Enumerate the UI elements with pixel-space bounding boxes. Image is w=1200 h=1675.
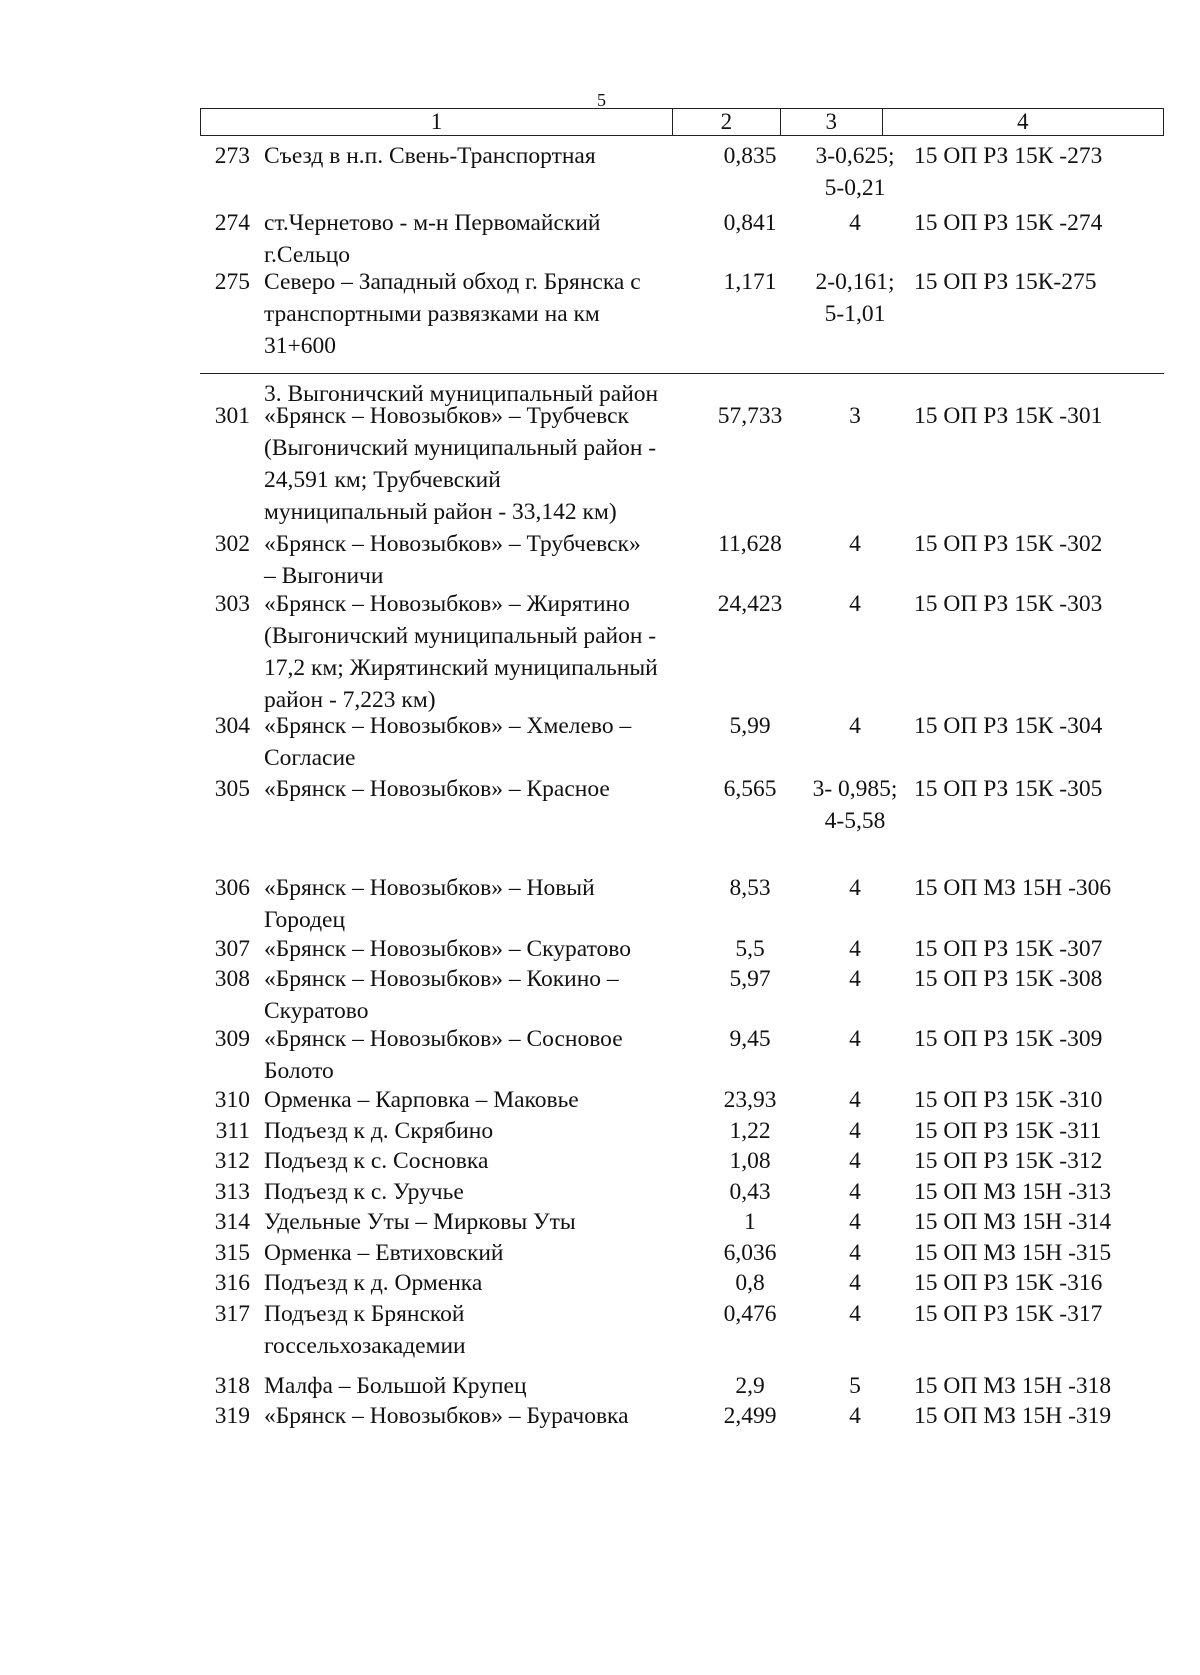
road-name: Съезд в н.п. Свень-Транспортная — [264, 143, 596, 169]
road-length: 6,036 — [723, 1240, 777, 1266]
row-number: 318 — [214, 1373, 250, 1399]
road-category: 4 — [849, 1026, 861, 1052]
road-length: 6,565 — [723, 776, 777, 802]
road-code: 15 ОП РЗ 15К -317 — [914, 1301, 1103, 1327]
road-category: 4 — [849, 1179, 861, 1205]
road-name: «Брянск – Новозыбков» – Новый Городец — [264, 875, 595, 933]
road-category: 4 — [849, 1301, 861, 1327]
road-name: «Брянск – Новозыбков» – Скуратово — [264, 936, 631, 962]
road-length: 1,22 — [729, 1118, 771, 1144]
road-length: 11,628 — [718, 531, 782, 557]
row-number: 305 — [214, 776, 250, 802]
road-name: Подъезд к Брянской госсельхозакадемии — [264, 1301, 466, 1359]
road-length: 24,423 — [717, 591, 783, 617]
road-name: Подъезд к д. Орменка — [264, 1270, 483, 1296]
road-name: Северо – Западный обход г. Брянска с транспортными развязками на км 31+600 — [264, 269, 641, 359]
road-name: Малфа – Большой Крупец — [264, 1373, 527, 1399]
row-number: 312 — [214, 1148, 250, 1174]
road-category: 4 — [849, 875, 861, 901]
road-category: 3 — [849, 403, 861, 429]
road-name: Орменка – Евтиховский — [264, 1240, 504, 1266]
road-code: 15 ОП МЗ 15Н -314 — [914, 1209, 1112, 1235]
row-number: 273 — [214, 143, 250, 169]
header-col-1: 1 — [201, 109, 673, 135]
row-number: 314 — [214, 1209, 250, 1235]
road-length: 0,8 — [735, 1270, 765, 1296]
row-number: 275 — [214, 269, 250, 295]
road-code: 15 ОП РЗ 15К -309 — [914, 1026, 1103, 1052]
road-name: «Брянск – Новозыбков» – Красное — [264, 776, 610, 802]
road-category: 4 — [849, 1209, 861, 1235]
road-length: 5,97 — [729, 966, 771, 992]
road-length: 5,99 — [729, 713, 771, 739]
row-number: 303 — [214, 591, 250, 617]
road-name: «Брянск – Новозыбков» – Кокино – Скуратово — [264, 966, 619, 1024]
road-code: 15 ОП РЗ 15К-275 — [914, 269, 1097, 295]
road-code: 15 ОП РЗ 15К -303 — [914, 591, 1103, 617]
road-code: 15 ОП МЗ 15Н -315 — [914, 1240, 1112, 1266]
road-code: 15 ОП РЗ 15К -302 — [914, 531, 1103, 557]
road-code: 15 ОП РЗ 15К -304 — [914, 713, 1103, 739]
road-category: 4 — [849, 713, 861, 739]
row-number: 302 — [214, 531, 250, 557]
row-number: 317 — [214, 1301, 250, 1327]
row-number: 310 — [214, 1087, 250, 1113]
row-number: 274 — [214, 210, 250, 236]
road-code: 15 ОП МЗ 15Н -306 — [914, 875, 1112, 901]
road-length: 0,476 — [723, 1301, 777, 1327]
road-code: 15 ОП РЗ 15К -308 — [914, 966, 1103, 992]
road-category: 4 — [849, 1270, 861, 1296]
road-category: 4 — [849, 531, 861, 557]
road-length: 1,171 — [723, 269, 777, 295]
road-category: 4 — [849, 1148, 861, 1174]
road-category: 4 — [849, 210, 861, 236]
row-number: 311 — [215, 1118, 250, 1144]
row-number: 319 — [214, 1403, 250, 1429]
road-code: 15 ОП РЗ 15К -311 — [914, 1118, 1102, 1144]
road-length: 5,5 — [735, 936, 765, 962]
road-category: 4 — [849, 1118, 861, 1144]
road-code: 15 ОП РЗ 15К -312 — [914, 1148, 1103, 1174]
section-title: 3. Выгоничский муниципальный район — [264, 381, 659, 407]
road-name: «Брянск – Новозыбков» – Трубчевск» – Выгоничи — [264, 531, 641, 589]
road-category: 2-0,161; 5-1,01 — [815, 269, 895, 327]
road-length: 0,835 — [723, 143, 777, 169]
road-name: «Брянск – Новозыбков» – Жирятино (Выгоничский муниципальный район - 17,2 км; Жирятинский муниципальный район - 7,223 км) — [264, 591, 658, 713]
road-category: 4 — [849, 966, 861, 992]
row-number: 301 — [214, 403, 250, 429]
road-length: 2,499 — [723, 1403, 777, 1429]
row-number: 316 — [214, 1270, 250, 1296]
row-number: 307 — [214, 936, 250, 962]
road-name: «Брянск – Новозыбков» – Трубчевск (Выгоничский муниципальный район - 24,591 км; Трубчевский муниципальный район - 33,142 км) — [264, 403, 657, 525]
road-length: 23,93 — [723, 1087, 777, 1113]
road-code: 15 ОП РЗ 15К -310 — [914, 1087, 1103, 1113]
row-number: 308 — [214, 966, 250, 992]
road-code: 15 ОП РЗ 15К -273 — [914, 143, 1103, 169]
road-length: 57,733 — [717, 403, 783, 429]
road-category: 4 — [849, 936, 861, 962]
header-col-4: 4 — [1017, 109, 1029, 134]
road-length: 1 — [744, 1209, 756, 1235]
road-code: 15 ОП РЗ 15К -301 — [914, 403, 1103, 429]
road-category: 4 — [849, 591, 861, 617]
road-name: «Брянск – Новозыбков» – Сосновое Болото — [264, 1026, 623, 1084]
row-number: 313 — [214, 1179, 250, 1205]
road-category: 4 — [849, 1403, 861, 1429]
header-col-2: 2 — [673, 109, 781, 135]
road-length: 9,45 — [729, 1026, 771, 1052]
row-number: 304 — [214, 713, 250, 739]
road-name: Подъезд к с. Уручье — [264, 1179, 464, 1205]
row-number: 315 — [214, 1240, 250, 1266]
row-number: 306 — [214, 875, 250, 901]
road-code: 15 ОП РЗ 15К -305 — [914, 776, 1103, 802]
road-name: ст.Чернетово - м-н Первомайский г.Сельцо — [264, 210, 601, 268]
road-code: 15 ОП РЗ 15К -307 — [914, 936, 1103, 962]
road-code: 15 ОП МЗ 15Н -318 — [914, 1373, 1112, 1399]
road-code: 15 ОП МЗ 15Н -313 — [914, 1179, 1112, 1205]
road-length: 0,841 — [723, 210, 777, 236]
road-name: Подъезд к с. Сосновка — [264, 1148, 489, 1174]
road-code: 15 ОП РЗ 15К -316 — [914, 1270, 1103, 1296]
road-category: 4 — [849, 1087, 861, 1113]
road-name: «Брянск – Новозыбков» – Бурачовка — [264, 1403, 629, 1429]
road-name: Орменка – Карповка – Маковье — [264, 1087, 579, 1113]
road-name: Подъезд к д. Скрябино — [264, 1118, 494, 1144]
road-length: 1,08 — [729, 1148, 771, 1174]
road-category: 3- 0,985; 4-5,58 — [812, 776, 898, 834]
road-code: 15 ОП РЗ 15К -274 — [914, 210, 1103, 236]
page-number: 5 — [597, 90, 606, 110]
row-number: 309 — [214, 1026, 250, 1052]
road-name: «Брянск – Новозыбков» – Хмелево – Согласие — [264, 713, 632, 771]
road-category: 5 — [849, 1373, 861, 1399]
road-category: 3-0,625; 5-0,21 — [815, 143, 895, 201]
road-category: 4 — [849, 1240, 861, 1266]
road-length: 0,43 — [729, 1179, 771, 1205]
header-col-3: 3 — [781, 109, 883, 135]
road-code: 15 ОП МЗ 15Н -319 — [914, 1403, 1112, 1429]
road-length: 8,53 — [729, 875, 771, 901]
road-name: Удельные Уты – Мирковы Уты — [264, 1209, 576, 1235]
road-length: 2,9 — [735, 1373, 765, 1399]
